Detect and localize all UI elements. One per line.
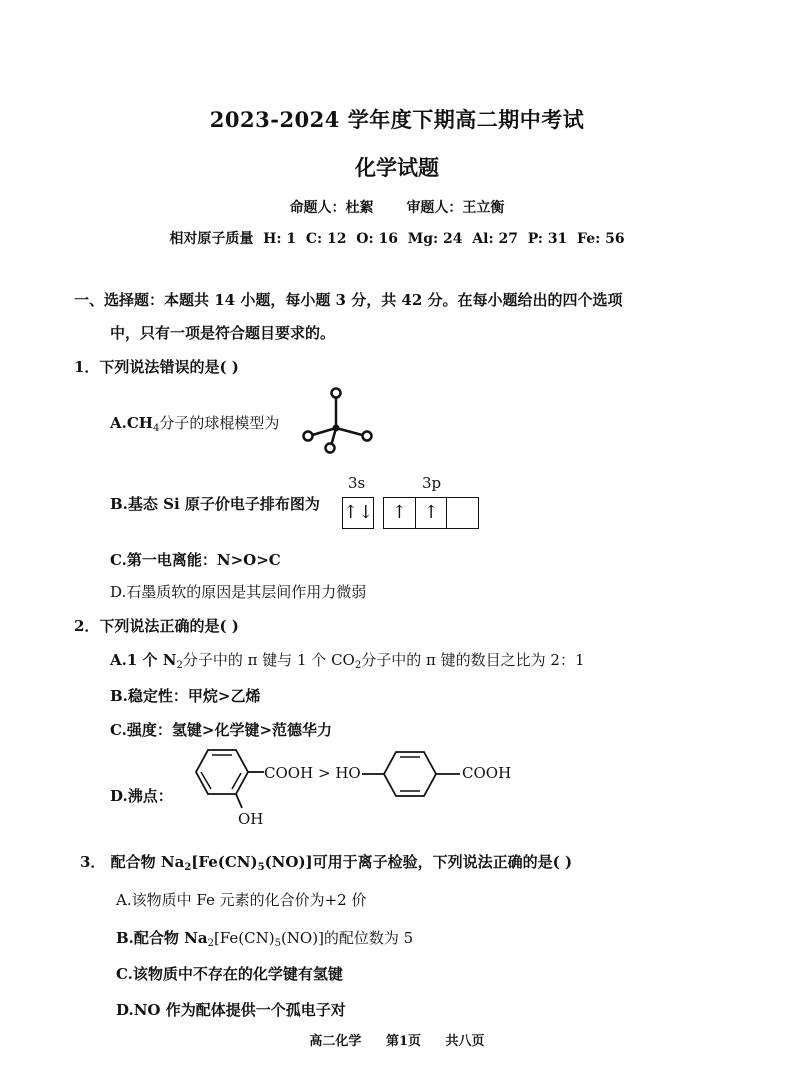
question-1-option-d: D.石墨质软的原因是其层间作用力微弱 [110,583,367,601]
subject-title: 化学试题 [355,155,439,180]
question-3-option-b [116,927,413,949]
question-1-option-c: C.第一电离能：N>O>C [110,551,281,569]
q1a-pre: A.CH [110,414,153,432]
orbital-3p-label: 3p [422,474,442,492]
question-3-option-c: C.该物质中不存在的化学键有氢键 [116,965,343,983]
q3b-sub2: 5 [274,938,281,949]
question-3-option-d: D.NO 作为配体提供一个孤电子对 [116,1001,346,1019]
d-compare: > HO [318,764,361,782]
salicylic-acid-ring [184,740,264,810]
question-2-stem: 2．下列说法正确的是( ) [74,617,239,635]
section-heading-cont: 中，只有一项是符合题目要求的。 [110,324,336,342]
q3b-sub1: 2 [207,938,214,949]
question-1-stem: 1．下列说法错误的是( ) [74,358,239,376]
question-2-option-d: D.沸点： [110,787,173,805]
q3b-pre: B.配合物 Na [116,929,208,947]
section-heading: 一、选择题：本题共 14 小题，每小题 3 分，共 42 分。在每小题给出的四个选项 [74,291,623,309]
atomic-masses: 相对原子质量 H: 1 C: 12 O: 16 Mg: 24 Al: 27 P: 31 Fe: 56 [169,231,625,247]
q1a-sub: 4 [152,423,160,434]
q2a-sub1: 2 [176,660,183,671]
q3-stem-sub2: 5 [257,862,265,873]
footer-total: 共八页 [445,1034,485,1049]
orbital-3p-box-3 [447,498,478,528]
footer-subject: 高二化学 [309,1034,362,1049]
q2a-post: 分子中的 π 键的数目之比为 2：1 [361,651,585,669]
para-hydroxybenzoic-ring [362,746,462,806]
footer-page: 第1页 [385,1034,422,1049]
page-footer [0,1030,794,1049]
ch4-ball-stick-model [296,384,386,464]
q3-stem-pre: 3． 配合物 Na [80,853,185,871]
exam-title: 2023-2024 学年度下期高二期中考试 [209,107,585,132]
d-right-group: COOH [462,764,512,782]
q3-stem-mid2: (NO)]可用于离子检验，下列说法正确的是( ) [264,853,573,871]
question-2-option-b: B.稳定性：甲烷>乙烯 [110,687,261,705]
question-3-option-a: A.该物质中 Fe 元素的化合价为+2 价 [116,891,367,909]
q2a-sub2: 2 [354,660,362,671]
q1b-text: B.基态 Si 原子价电子排布图为 [110,495,320,513]
question-3-stem [80,851,572,873]
orbital-3p-group [383,497,479,529]
question-1-option-a [110,412,279,434]
question-2-option-c: C.强度：氢键>化学键>范德华力 [110,721,333,739]
d-left-group: COOH [264,764,314,782]
q3b-mid2: (NO)]的配位数为 5 [280,929,414,947]
q2a-mid: 分子中的 π 键与 1 个 CO [182,651,355,669]
q1a-post: 分子的球棍模型为 [159,414,280,432]
orbital-3s-label: 3s [348,474,366,492]
orbital-3s-box: ↑↓ [342,497,374,529]
author-label: 命题人：杜絮 [289,200,374,216]
q3-stem-mid1: [Fe(CN) [191,853,258,871]
orbital-3p-box-1: ↑ [384,498,416,528]
d-oh-group: OH [238,810,264,828]
q2a-pre: A.1 个 N [110,651,177,669]
question-1-option-b [110,493,320,514]
reviewer-label: 审题人：王立衡 [406,200,505,216]
q3-stem-sub1: 2 [184,862,192,873]
authors-line [0,197,794,217]
q3b-mid1: [Fe(CN) [213,929,275,947]
question-2-option-a [110,649,585,671]
orbital-3p-box-2: ↑ [416,498,448,528]
